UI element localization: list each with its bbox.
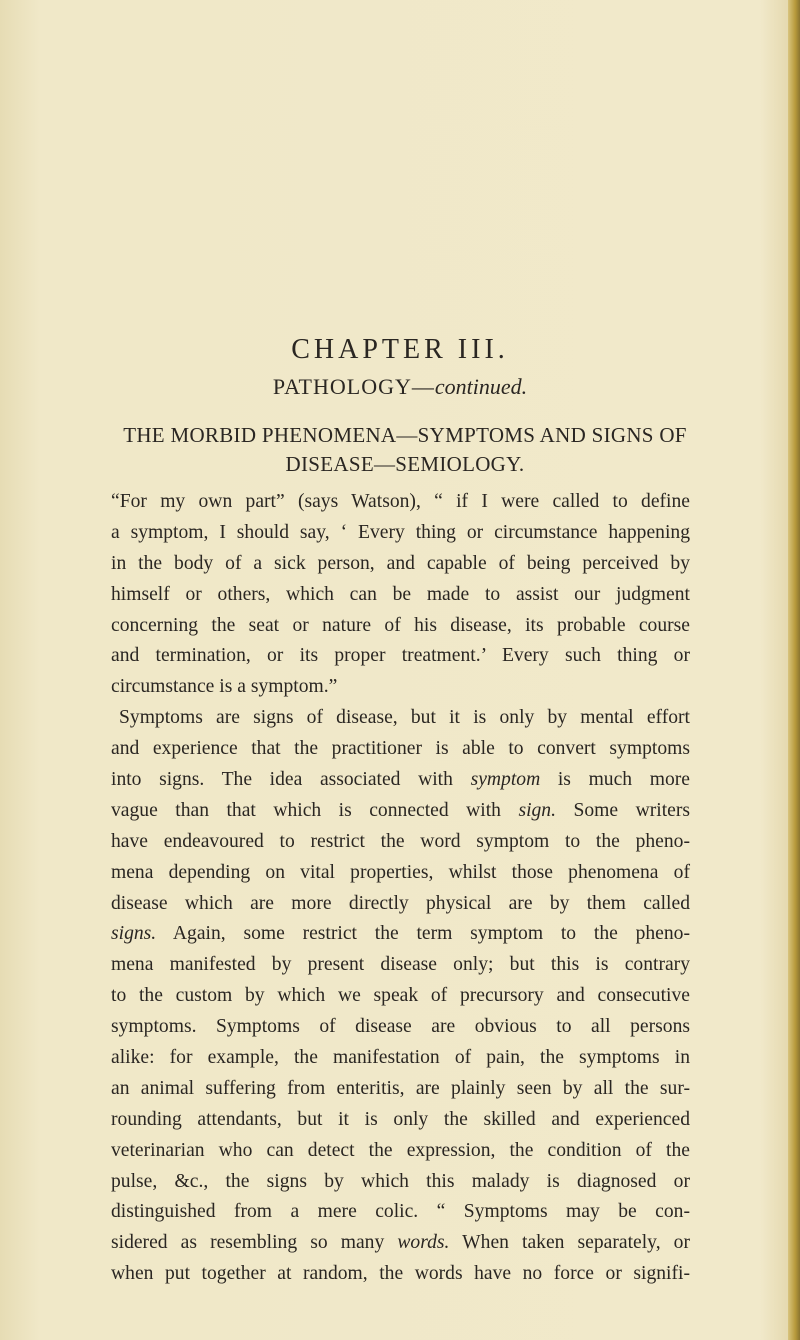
- text-run: When taken separately, or: [449, 1232, 690, 1254]
- text-line: concerning the seat or nature of his disease, its probable course: [111, 614, 690, 636]
- subtitle-main: PATHOLOGY—: [272, 374, 435, 399]
- italic-word: sign.: [518, 799, 556, 821]
- text-line: disease which are more directly physical are by them called: [111, 892, 690, 914]
- italic-word: signs.: [111, 923, 157, 945]
- text-line: distinguished from a mere colic. “ Symptoms may be con-: [111, 1201, 690, 1223]
- text-line: and experience that the practitioner is able to convert symptoms: [111, 738, 690, 760]
- text-line: veterinarian who can detect the expression, the condition of the: [111, 1139, 690, 1161]
- italic-word: words.: [397, 1232, 450, 1254]
- text-line: an animal suffering from enteritis, are plainly seen by all the sur-: [111, 1077, 690, 1099]
- text-line: pulse, &c., the signs by which this malady is diagnosed or: [111, 1170, 690, 1192]
- text-run: into signs. The idea associated with: [111, 769, 471, 791]
- text-line: in the body of a sick person, and capable of being perceived by: [111, 552, 690, 574]
- text-line: and termination, or its proper treatment.’ Every such thing or: [111, 645, 690, 667]
- text-run: Some writers: [556, 799, 690, 821]
- text-line: [111, 765, 690, 796]
- text-run: sidered as resembling so many: [111, 1232, 398, 1254]
- text-line: [111, 1228, 690, 1259]
- subtitle-italic: continued.: [434, 374, 528, 399]
- italic-word: symptom: [470, 769, 541, 791]
- text-line: symptoms. Symptoms of disease are obvious to all persons: [111, 1016, 690, 1038]
- text-line: [111, 919, 690, 950]
- text-line: mena manifested by present disease only; but this is contrary: [111, 954, 690, 976]
- text-line: himself or others, which can be made to assist our judgment: [111, 583, 690, 605]
- text-line: [111, 796, 690, 827]
- chapter-subtitle: [0, 374, 800, 400]
- text-line: circumstance is a symptom.”: [111, 676, 338, 698]
- text-run: is much more: [540, 769, 690, 791]
- text-line: when put together at random, the words have no force or signifi-: [111, 1263, 690, 1285]
- text-line: Symptoms are signs of disease, but it is only by mental effort: [119, 707, 690, 729]
- text-line: have endeavoured to restrict the word symptom to the pheno-: [111, 830, 690, 852]
- text-run: Again, some restrict the term symptom to the pheno-: [156, 923, 690, 945]
- text-line: rounding attendants, but it is only the skilled and experienced: [111, 1108, 690, 1130]
- text-line: mena depending on vital properties, whilst those phenomena of: [111, 861, 690, 883]
- text-line: a symptom, I should say, ‘ Every thing or circumstance happening: [111, 521, 690, 543]
- section-heading-line-2: DISEASE—SEMIOLOGY.: [285, 452, 525, 476]
- section-heading-line-1: THE MORBID PHENOMENA—SYMPTOMS AND SIGNS OF: [123, 423, 687, 447]
- section-heading: [120, 421, 690, 479]
- text-line: to the custom by which we speak of precursory and consecutive: [111, 985, 690, 1007]
- text-line: alike: for example, the manifestation of pain, the symptoms in: [111, 1047, 690, 1069]
- text-line: “For my own part” (says Watson), “ if I were called to define: [111, 491, 690, 512]
- chapter-title: CHAPTER III.: [291, 334, 509, 365]
- page-edge: [788, 0, 800, 1340]
- body-text: [111, 487, 690, 1290]
- text-run: vague than that which is connected with: [111, 799, 519, 821]
